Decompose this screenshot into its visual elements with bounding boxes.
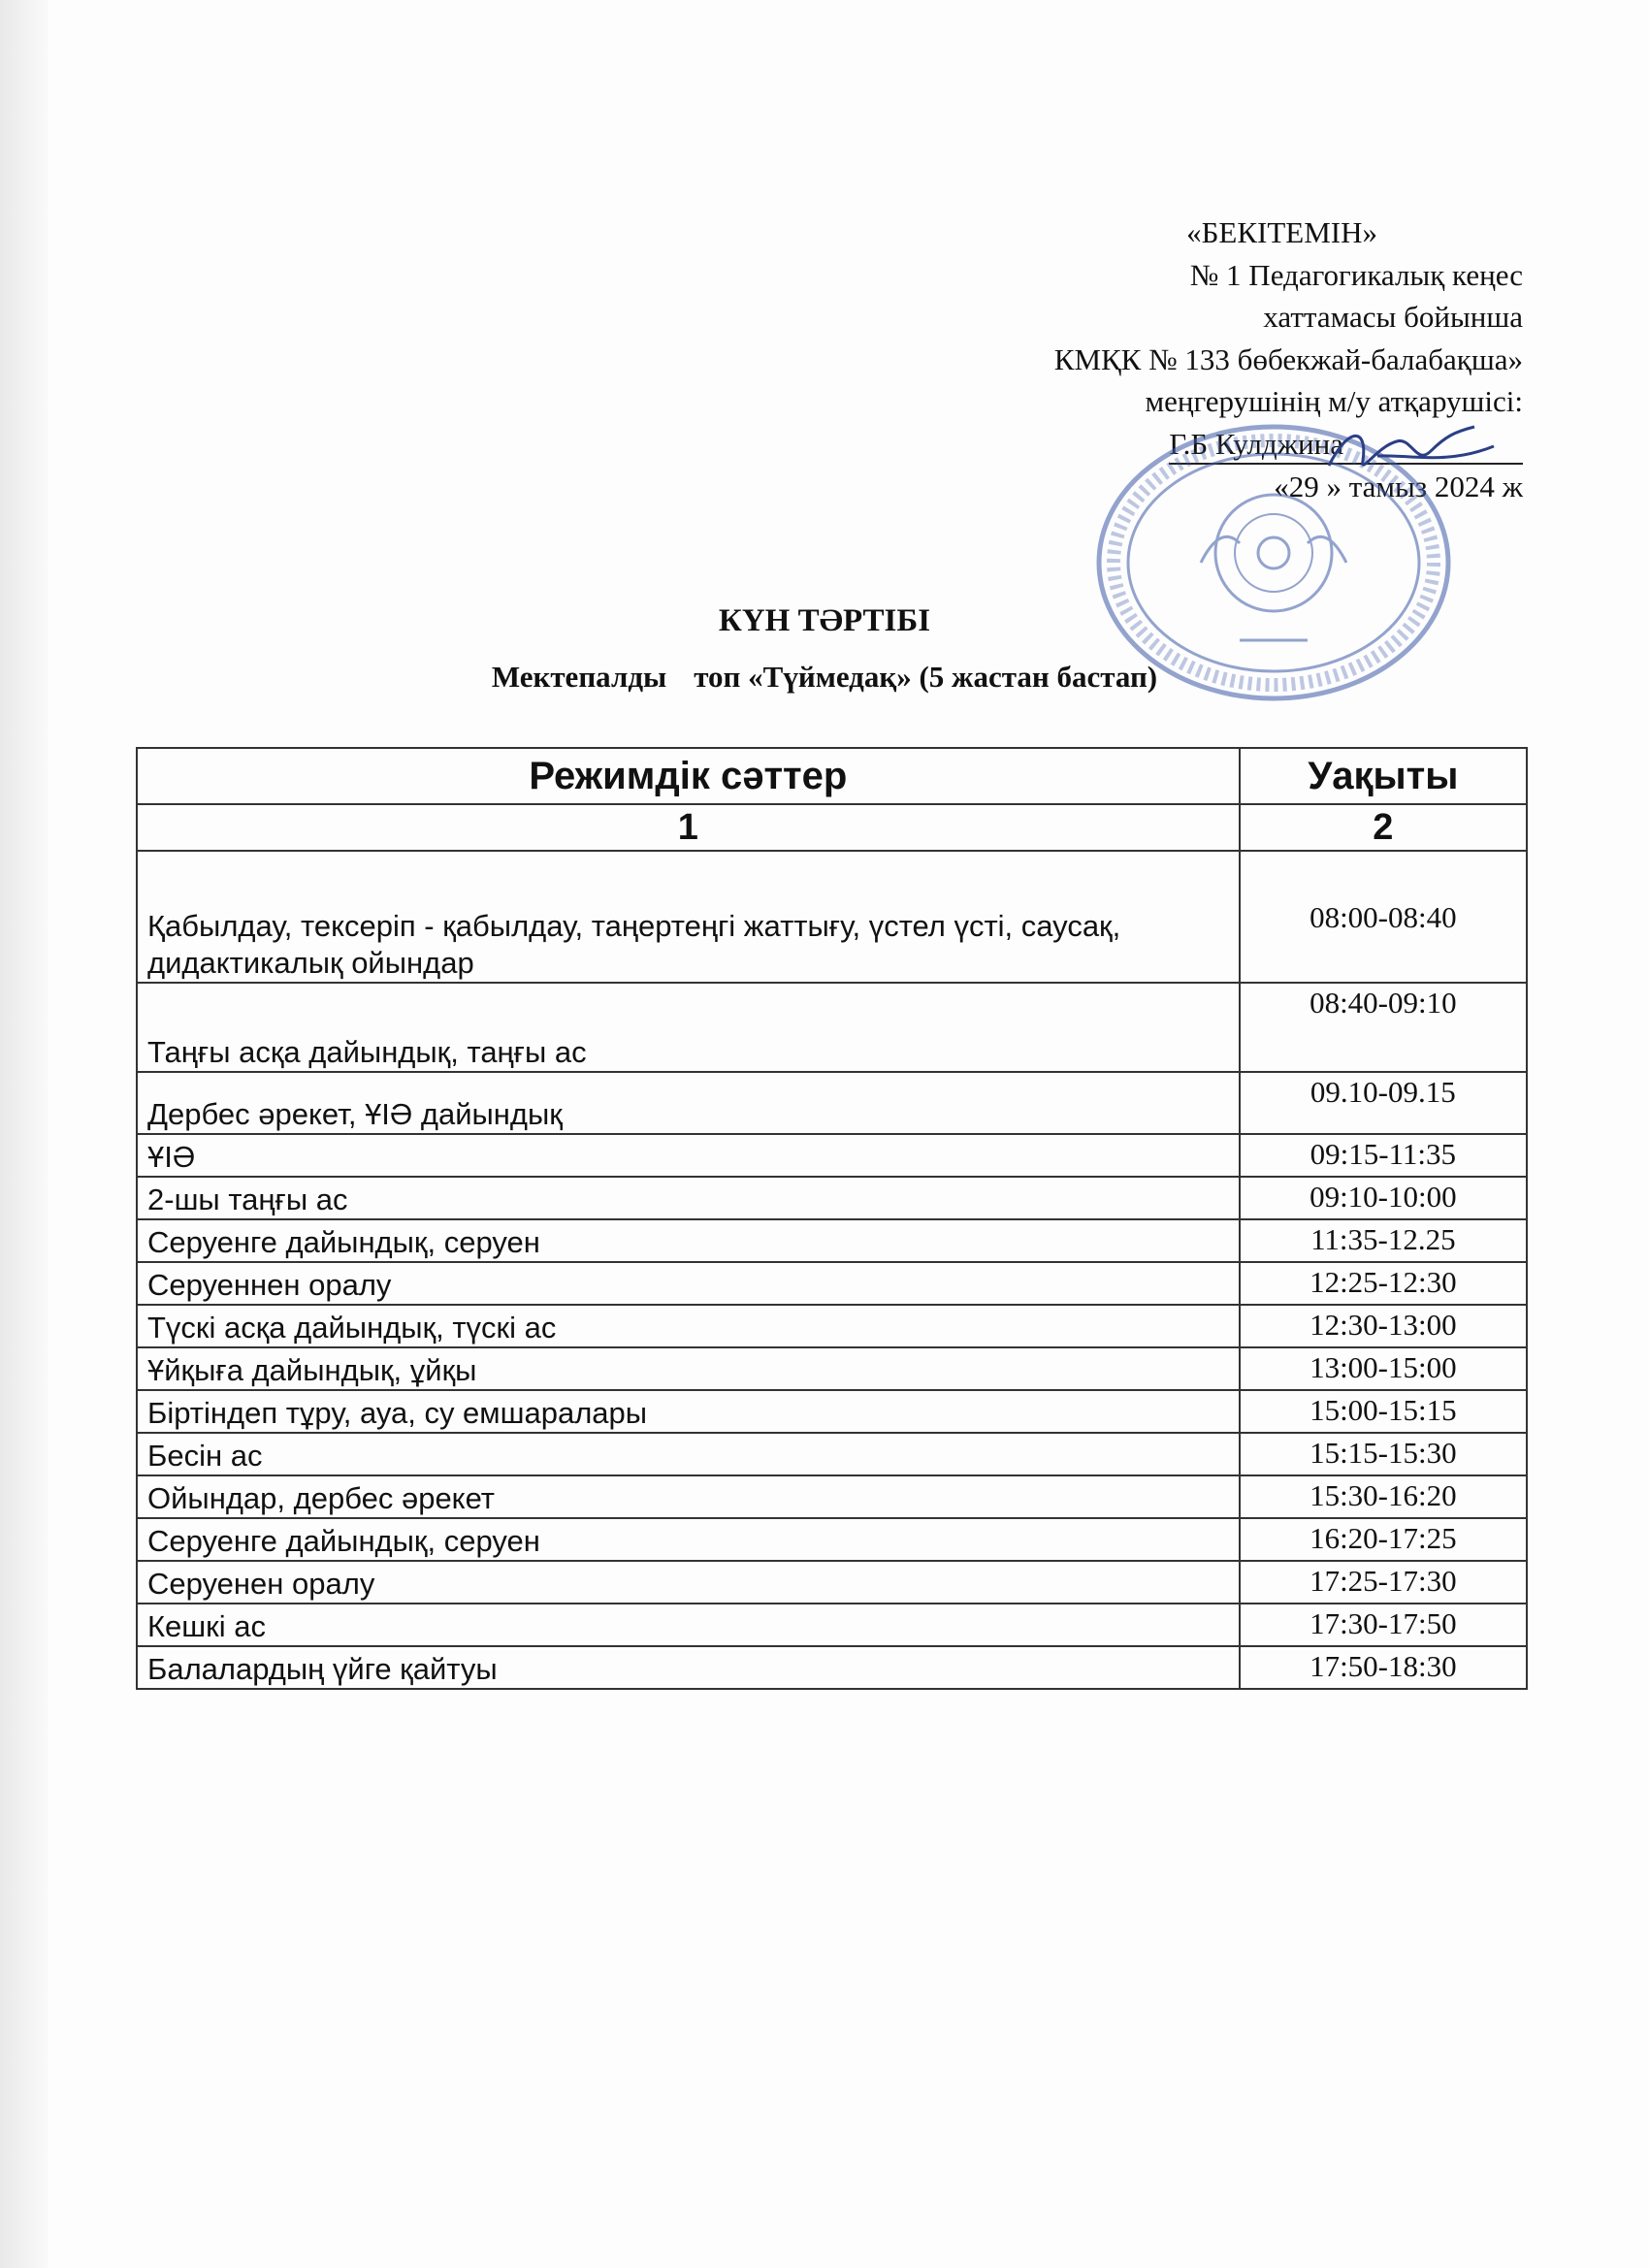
approval-institution: КМҚК № 133 бөбекжай-балабақша» (1053, 341, 1523, 376)
row-activity: Біртіндеп тұру, ауа, су емшаралары (137, 1390, 1240, 1433)
row-time: 09:10-10:00 (1240, 1177, 1527, 1219)
row-activity: Серуеннен оралу (137, 1262, 1240, 1305)
row-activity: ҰІӘ (137, 1134, 1240, 1177)
subtitle-group-type: Мектепалды (491, 660, 667, 694)
row-time: 16:20-17:25 (1240, 1518, 1527, 1561)
stamp-emblem (1215, 495, 1332, 611)
table-row (137, 1072, 1527, 1134)
handwritten-signature (1319, 407, 1504, 485)
row-activity: Серуенен оралу (137, 1561, 1240, 1604)
table-row (137, 1305, 1527, 1347)
row-activity: Кешкі ас (137, 1604, 1240, 1646)
row-time: 13:00-15:00 (1240, 1347, 1527, 1390)
row-time: 12:25-12:30 (1240, 1262, 1527, 1305)
stamp-emblem-center (1258, 537, 1289, 568)
table-row (137, 1518, 1527, 1561)
scan-edge (0, 0, 48, 2268)
row-time: 15:30-16:20 (1240, 1475, 1527, 1518)
row-activity: Серуенге дайындық, серуен (137, 1219, 1240, 1262)
table-row (137, 1561, 1527, 1604)
header-activity: Режимдік сәттер (137, 748, 1240, 804)
row-time: 12:30-13:00 (1240, 1305, 1527, 1347)
row-time: 15:00-15:15 (1240, 1390, 1527, 1433)
row-activity: Дербес әрекет, ҰІӘ дайындық (137, 1072, 1240, 1134)
row-time: 11:35-12.25 (1240, 1219, 1527, 1262)
row-activity: Қабылдау, тексеріп - қабылдау, таңертеңгі жаттығу, үстел үсті, саусақ, дидактикалық ойындар (137, 851, 1240, 983)
row-time: 08:40-09:10 (1240, 983, 1527, 1072)
page-subtitle (0, 660, 1649, 695)
table-row (137, 1134, 1527, 1177)
row-time: 17:25-17:30 (1240, 1561, 1527, 1604)
column-number-1: 1 (137, 804, 1240, 851)
table-row (137, 1262, 1527, 1305)
page-title: КҮН ТӘРТІБІ (718, 603, 931, 638)
table-row (137, 1433, 1527, 1475)
table-row (137, 1646, 1527, 1689)
column-number-2: 2 (1240, 804, 1527, 851)
approval-signer: Г.Б Кулджина (1169, 426, 1523, 465)
row-activity: Түскі асқа дайындық, түскі ас (137, 1305, 1240, 1347)
table-row (137, 1347, 1527, 1390)
row-activity: Ойындар, дербес әрекет (137, 1475, 1240, 1518)
table-row (137, 983, 1527, 1072)
stamp-emblem-wings (1201, 536, 1346, 563)
row-activity: Бесін ас (137, 1433, 1240, 1475)
approval-heading: «БЕКІТЕМІН» (1186, 215, 1377, 249)
row-time: 09.10-09.15 (1240, 1072, 1527, 1134)
stamp-emblem-inner (1235, 514, 1312, 592)
row-activity: 2-шы таңғы ас (137, 1177, 1240, 1219)
approval-protocol: хаттамасы бойынша (1263, 300, 1523, 335)
header-time: Уақыты (1240, 748, 1527, 804)
row-activity: Ұйқыға дайындық, ұйқы (137, 1347, 1240, 1390)
row-time: 15:15-15:30 (1240, 1433, 1527, 1475)
subtitle-group-name: топ «Түймедақ» (5 жастан бастап) (694, 660, 1158, 694)
row-activity: Серуенге дайындық, серуен (137, 1518, 1240, 1561)
row-activity: Балалардың үйге қайтуы (137, 1646, 1240, 1689)
row-time: 17:50-18:30 (1240, 1646, 1527, 1689)
column-number-row (137, 804, 1527, 851)
table-row (137, 1177, 1527, 1219)
approval-date: «29 » тамыз 2024 ж (1274, 469, 1523, 503)
row-time: 09:15-11:35 (1240, 1134, 1527, 1177)
table-row (137, 851, 1527, 983)
row-time: 08:00-08:40 (1240, 851, 1527, 983)
table-row (137, 1390, 1527, 1433)
table-row (137, 1604, 1527, 1646)
schedule-table (136, 747, 1528, 1690)
approval-council: № 1 Педагогикалық кеңес (1189, 257, 1523, 292)
table-row (137, 1475, 1527, 1518)
approval-acting-head: меңгерушінің м/у атқарушісі: (1145, 384, 1523, 419)
row-time: 17:30-17:50 (1240, 1604, 1527, 1646)
table-header-row (137, 748, 1527, 804)
table-row (137, 1219, 1527, 1262)
row-activity: Таңғы асқа дайындық, таңғы ас (137, 983, 1240, 1072)
